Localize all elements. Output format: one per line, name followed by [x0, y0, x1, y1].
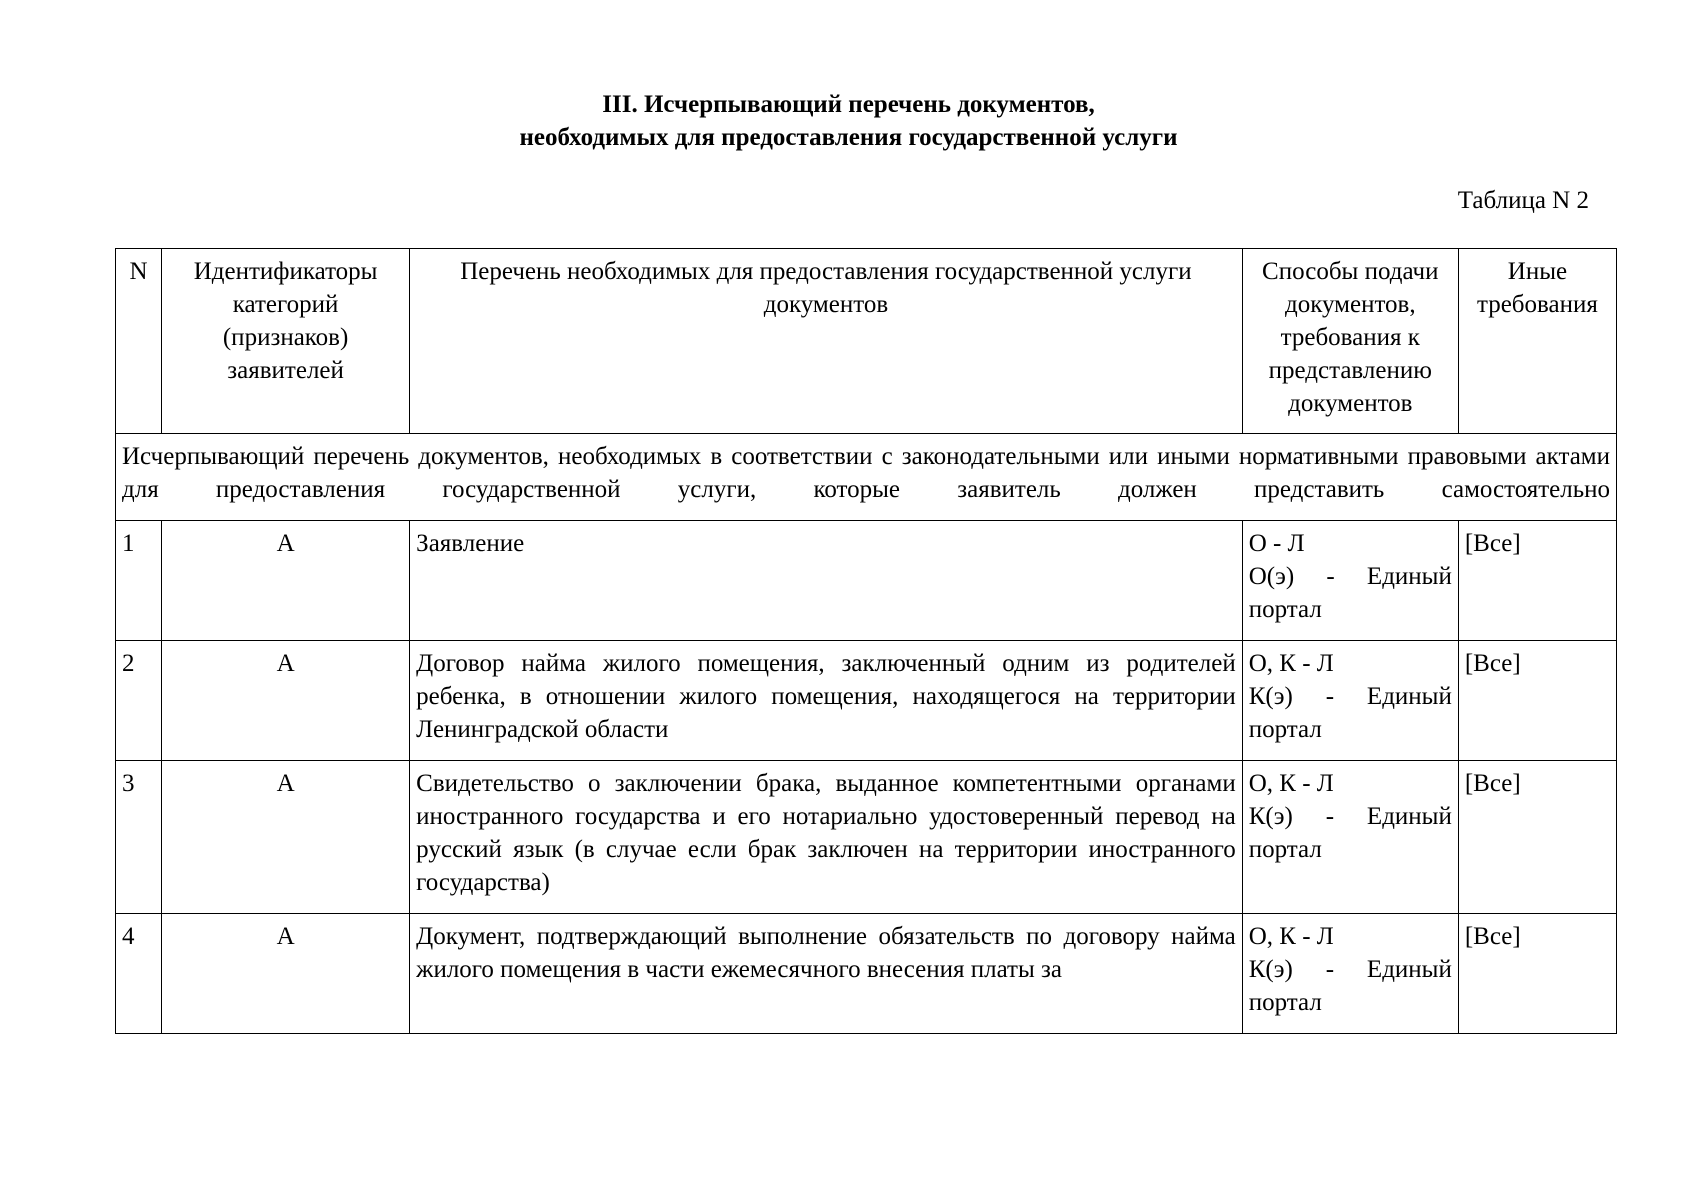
table-header-row	[116, 249, 1617, 434]
ways-line-1: О, К - Л	[1248, 770, 1334, 797]
row-number: 3	[116, 761, 162, 914]
ways-line-3: портал	[1248, 989, 1322, 1016]
table-row	[116, 914, 1617, 1034]
header-documents-list: Перечень необходимых для предоставления государственной услуги документов	[410, 249, 1243, 434]
row-document: Документ, подтверждающий выполнение обязательств по договору найма жилого помещения в части ежемесячного внесения платы за	[410, 914, 1243, 1034]
row-submission-ways	[1242, 914, 1458, 1034]
ways-line-2: К(э) - Единый	[1248, 803, 1452, 830]
row-identifier: А	[162, 914, 410, 1034]
row-identifier: А	[162, 761, 410, 914]
row-number: 1	[116, 521, 162, 641]
heading-line-1: III. Исчерпывающий перечень документов,	[602, 91, 1095, 118]
row-other-requirements: [Все]	[1458, 641, 1616, 761]
table-row	[116, 521, 1617, 641]
table-row	[116, 761, 1617, 914]
row-number: 2	[116, 641, 162, 761]
row-submission-ways	[1242, 761, 1458, 914]
row-document: Заявление	[410, 521, 1243, 641]
row-other-requirements: [Все]	[1458, 761, 1616, 914]
row-identifier: А	[162, 521, 410, 641]
ways-line-3: портал	[1248, 596, 1322, 623]
documents-table	[115, 248, 1617, 1034]
table-label: Таблица N 2	[1457, 187, 1589, 214]
ways-line-3: портал	[1248, 716, 1322, 743]
row-document: Свидетельство о заключении брака, выданное компетентными органами иностранного государства и его нотариально удостоверенный перевод на русский язык (в случае если брак заключен на территории иностранного государства)	[410, 761, 1243, 914]
table-row	[116, 641, 1617, 761]
header-submission-ways: Способы подачи документов, требования к представлению документов	[1242, 249, 1458, 434]
header-identifiers: Идентификаторы категорий (признаков) заявителей	[162, 249, 410, 434]
ways-line-2: О(э) - Единый	[1248, 563, 1452, 590]
header-other-requirements: Иные требования	[1458, 249, 1616, 434]
row-submission-ways	[1242, 521, 1458, 641]
ways-line-3: портал	[1248, 836, 1322, 863]
ways-line-1: О - Л	[1248, 530, 1305, 557]
row-other-requirements: [Все]	[1458, 521, 1616, 641]
section-heading	[0, 88, 1697, 154]
row-identifier: А	[162, 641, 410, 761]
ways-line-1: О, К - Л	[1248, 923, 1334, 950]
section-text: Исчерпывающий перечень документов, необходимых в соответствии с законодательными или иными нормативными правовыми актами для предоставления государственной услуги, которые заявитель должен представить самостоятельно	[116, 434, 1617, 521]
header-n: N	[116, 249, 162, 434]
row-number: 4	[116, 914, 162, 1034]
row-submission-ways	[1242, 641, 1458, 761]
table-section-row	[116, 434, 1617, 521]
ways-line-2: К(э) - Единый	[1248, 956, 1452, 983]
row-other-requirements: [Все]	[1458, 914, 1616, 1034]
ways-line-1: О, К - Л	[1248, 650, 1334, 677]
ways-line-2: К(э) - Единый	[1248, 683, 1452, 710]
row-document: Договор найма жилого помещения, заключенный одним из родителей ребенка, в отношении жилого помещения, находящегося на территории Ленинградской области	[410, 641, 1243, 761]
heading-line-2: необходимых для предоставления государственной услуги	[519, 124, 1178, 151]
